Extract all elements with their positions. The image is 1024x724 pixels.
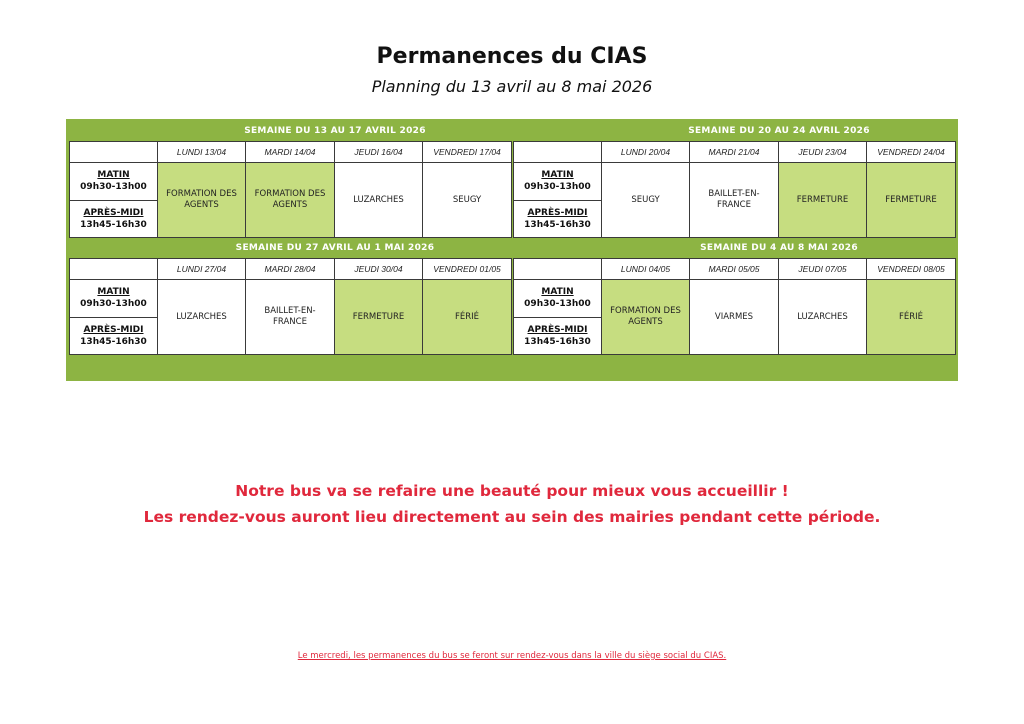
week-title: SEMAINE DU 13 AU 17 AVRIL 2026 <box>244 126 426 136</box>
day-label: MARDI 14/04 <box>246 142 335 163</box>
day-label: LUNDI 20/04 <box>602 142 690 163</box>
day-label: JEUDI 23/04 <box>779 142 867 163</box>
afternoon-slot <box>514 200 602 238</box>
day-location: FORMATION DES AGENTS <box>602 280 690 355</box>
afternoon-slot <box>514 317 602 355</box>
day-header-row <box>70 259 512 280</box>
day-location: VIARMES <box>690 280 779 355</box>
notice-line-2: Les rendez-vous auront lieu directement au sein des mairies pendant cette période. <box>143 508 881 526</box>
week-table <box>69 258 512 355</box>
slot-name: MATIN <box>541 287 574 298</box>
day-location: FERMETURE <box>867 163 956 238</box>
slot-name: APRÈS-MIDI <box>527 324 588 335</box>
day-location: LUZARCHES <box>779 280 867 355</box>
morning-row <box>514 163 956 201</box>
slot-hours: 13h45-16h30 <box>80 219 147 230</box>
page-subtitle: Planning du 13 avril au 8 mai 2026 <box>371 77 653 96</box>
slot-name: APRÈS-MIDI <box>83 207 144 218</box>
week-title: SEMAINE DU 4 AU 8 MAI 2026 <box>700 243 858 253</box>
day-location: FORMATION DES AGENTS <box>246 163 335 238</box>
morning-row <box>70 163 512 201</box>
slot-name: MATIN <box>541 170 574 181</box>
slot-name: APRÈS-MIDI <box>83 324 144 335</box>
day-label: MARDI 21/04 <box>690 142 779 163</box>
day-label: VENDREDI 24/04 <box>867 142 956 163</box>
day-label: VENDREDI 01/05 <box>423 259 512 280</box>
day-label: JEUDI 16/04 <box>335 142 423 163</box>
afternoon-slot <box>70 317 158 355</box>
slot-hours: 13h45-16h30 <box>80 336 147 347</box>
day-label: MARDI 05/05 <box>690 259 779 280</box>
slot-hours: 13h45-16h30 <box>524 219 591 230</box>
morning-row <box>70 280 512 318</box>
morning-slot <box>70 280 158 318</box>
slot-hours: 09h30-13h00 <box>524 299 591 310</box>
week-title: SEMAINE DU 27 AVRIL AU 1 MAI 2026 <box>235 243 435 253</box>
slot-hours: 09h30-13h00 <box>80 182 147 193</box>
day-header-row <box>70 142 512 163</box>
day-location: FÉRIÉ <box>423 280 512 355</box>
day-label: VENDREDI 17/04 <box>423 142 512 163</box>
corner-cell <box>70 259 158 280</box>
day-location: FORMATION DES AGENTS <box>158 163 246 238</box>
morning-slot <box>70 163 158 201</box>
schedule-frame <box>66 119 958 381</box>
day-label: LUNDI 27/04 <box>158 259 246 280</box>
slot-hours: 13h45-16h30 <box>524 336 591 347</box>
day-location: LUZARCHES <box>335 163 423 238</box>
corner-cell <box>514 142 602 163</box>
day-label: LUNDI 04/05 <box>602 259 690 280</box>
afternoon-slot <box>70 200 158 238</box>
day-label: JEUDI 30/04 <box>335 259 423 280</box>
week-title: SEMAINE DU 20 AU 24 AVRIL 2026 <box>688 126 870 136</box>
day-location: FÉRIÉ <box>867 280 956 355</box>
day-location: LUZARCHES <box>158 280 246 355</box>
day-location: BAILLET-EN-FRANCE <box>246 280 335 355</box>
slot-hours: 09h30-13h00 <box>524 182 591 193</box>
notice-line-1: Notre bus va se refaire une beauté pour mieux vous accueillir ! <box>235 482 789 500</box>
morning-slot <box>514 280 602 318</box>
day-label: MARDI 28/04 <box>246 259 335 280</box>
slot-hours: 09h30-13h00 <box>80 299 147 310</box>
slot-name: APRÈS-MIDI <box>527 207 588 218</box>
morning-row <box>514 280 956 318</box>
day-header-row <box>514 259 956 280</box>
day-location: FERMETURE <box>779 163 867 238</box>
day-location: SEUGY <box>423 163 512 238</box>
day-header-row <box>514 142 956 163</box>
day-label: JEUDI 07/05 <box>779 259 867 280</box>
day-location: BAILLET-EN-FRANCE <box>690 163 779 238</box>
morning-slot <box>514 163 602 201</box>
day-location: FERMETURE <box>335 280 423 355</box>
corner-cell <box>70 142 158 163</box>
slot-name: MATIN <box>97 287 130 298</box>
footnote: Le mercredi, les permanences du bus se feront sur rendez-vous dans la ville du siège social du CIAS. <box>297 651 727 661</box>
corner-cell <box>514 259 602 280</box>
page-title: Permanences du CIAS <box>376 44 648 69</box>
day-label: VENDREDI 08/05 <box>867 259 956 280</box>
week-table <box>513 258 956 355</box>
day-location: SEUGY <box>602 163 690 238</box>
week-table <box>513 141 956 238</box>
day-label: LUNDI 13/04 <box>158 142 246 163</box>
slot-name: MATIN <box>97 170 130 181</box>
week-table <box>69 141 512 238</box>
